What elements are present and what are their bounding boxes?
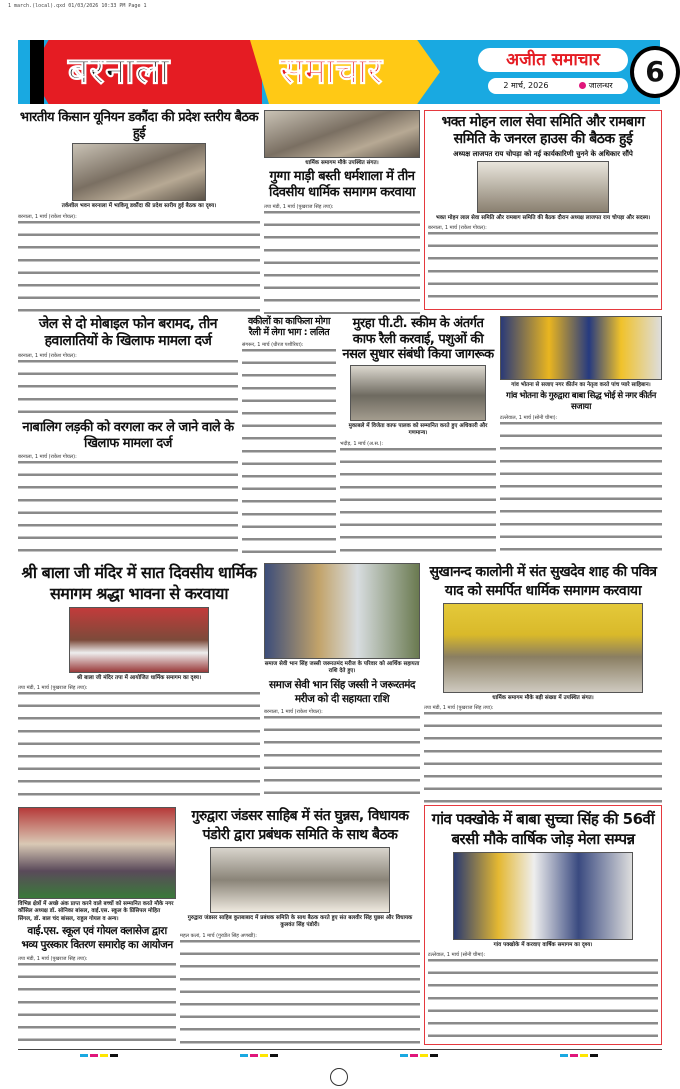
headline: जेल से दो मोबाइल फोन बरामद, तीन हवालातियों के खिलाफ मामला दर्ज (38, 316, 218, 349)
photo-caption: गुरुद्वारा जंडसर साहिब कुतबाबाद में प्रबंधक समिति के साथ बैठक करते हुए संत बलवीर सिंह घुन्नस और विधायक कुलवंत सिंह पंडोरी। (187, 914, 413, 929)
headline: वकीलों का काफिला मोगा रैली में लेगा भाग : ललित (247, 316, 330, 339)
headline: वाई.एस. स्कूल एवं गोयल क्लासेज द्वारा भव्य पुरस्कार वितरण समारोह का आयोजन (21, 925, 173, 951)
section-title-right: समाचार (280, 51, 383, 92)
color-registration-bar (560, 1054, 598, 1057)
dateline: भदौड़, 1 मार्च (अ.स.): (340, 440, 496, 448)
headline: गांव भोतना के गुरुद्वारा बाबा सिद्ध भोई से नगर कीर्तन सजाया (506, 391, 656, 412)
photo-caption: तर्कशील भवन बरनाला में भाकियू डकौंदा की प्रदेश स्तरीय हुई बैठक का दृश्य। (61, 203, 217, 210)
dateline: टल्लेवाल, 1 मार्च (सोनी चीमा): (428, 951, 658, 959)
dateline: तपा मंडी, 1 मार्च (पुखराज सिंह तपा): (18, 684, 260, 692)
dateline: टल्लेवाल, 1 मार्च (सोनी चीमा): (500, 414, 662, 422)
section-title-left: बरनाला (68, 51, 171, 92)
story-ys-school (18, 807, 176, 1045)
brand-name: अजीत समाचार (478, 48, 628, 72)
headline: गुरुद्वारा जंडसर साहिब में संत घुन्नस, विधायक पंडोरी द्वारा प्रबंधक समिति के साथ बैठक (191, 808, 409, 843)
photo-caption: गांव भोतना से सजाए नगर कीर्तन का नेतृत्व करते पांच प्यारे साहिबान। (511, 382, 651, 388)
registration-mark-icon (330, 1068, 348, 1086)
masthead (18, 40, 665, 104)
dateline: तपा मंडी, 1 मार्च (पुखराज सिंह तपा): (264, 203, 420, 211)
story-pakkhoke (424, 805, 662, 1045)
story-sukhanand (424, 563, 662, 803)
headline: भारतीय किसान यूनियन डकौंदा की प्रदेश स्तरीय बैठक हुई (19, 110, 259, 141)
photo (443, 603, 643, 693)
story-jail (18, 316, 238, 418)
headline: मुरहा पी.टी. स्कीम के अंतर्गत काफ रैली करवाई, पशुओं की नसल सुधार संबंधी किया जागरूक (342, 316, 494, 363)
edition-city: जालन्धर (588, 81, 613, 90)
photo (210, 847, 390, 913)
headline: सुखानन्द कालोनी में संत सुखदेव शाह की पवित्र याद को समर्पित धार्मिक समागम करवाया (429, 564, 657, 599)
print-slug: 1 march.(local).qxd 01/03/2026 10:33 PM Page 1 (8, 3, 147, 9)
story-vakil (242, 316, 336, 560)
color-registration-bar (80, 1054, 118, 1057)
color-registration-bar (240, 1054, 278, 1057)
dateline: बरनाला, 1 मार्च (राकेश गोयल): (428, 224, 658, 232)
headline: गुग्गा माड़ी बस्ती धर्मशाला में तीन दिवसीय धार्मिक समागम करवाया (268, 169, 416, 201)
dot-icon (579, 82, 586, 89)
headline: भक्त मोहन लाल सेवा समिति और रामबाग समिति के जनरल हाउस की बैठक हुई (441, 114, 645, 147)
photo-caption: समाज सेवी भान सिंह जस्सी जरूरतमंद मरीज के परिवार को आर्थिक सहायता राशि देते हुए। (264, 661, 420, 675)
edition-date: 2 मार्च, 2026 (503, 81, 549, 90)
photo-caption: मुकाबले में विजेता काफ पालक को सम्मानित करते हुए अधिकारी और गणमान्य। (348, 422, 488, 437)
story-bku (18, 110, 260, 314)
photo-caption: धार्मिक समागम मौके उपस्थित संगत। (305, 160, 379, 166)
subheadline: अध्यक्ष लाजपत राय चोपड़ा को नई कार्यकारिणी चुनने के अधिकार सौंपे (453, 149, 633, 158)
color-registration-bar (400, 1054, 438, 1057)
story-murha (340, 316, 496, 560)
photo-caption: भक्त मोहन लाल सेवा समिति और रामबाग समिति की बैठक दौरान अध्यक्ष लाजपत राय चोपड़ा और सदस्य। (435, 214, 651, 221)
story-balaji (18, 563, 260, 803)
dateline: महल कलां, 1 मार्च (गुरप्रीत सिंह अणखी): (180, 932, 420, 940)
headline: समाज सेवी भान सिंह जस्सी ने जरूरतमंद मरीज को दी सहायता राशि (268, 678, 415, 706)
story-jandsar (180, 807, 420, 1045)
story-jassi (264, 563, 420, 803)
footer-rule (18, 1049, 662, 1050)
headline: नाबालिग लड़की को वरगला कर ले जाने वाले के खिलाफ मामला दर्ज (22, 420, 234, 451)
photo (69, 607, 209, 673)
page-number: 6 (630, 46, 680, 98)
photo (477, 161, 609, 213)
story-gugga (264, 110, 420, 314)
headline: गांव पक्खोके में बाबा सुच्चा सिंह की 56वीं बरसी मौके वार्षिक जोड़ मेला सम्पन्न (431, 810, 655, 849)
photo (264, 110, 420, 158)
story-bhagat (424, 110, 662, 310)
photo-caption: श्री बाला जी मंदिर तपा में आयोजित धार्मिक समागम का दृश्य। (76, 674, 202, 681)
edition-info (488, 78, 628, 94)
story-nagar-kirtan (500, 316, 662, 560)
photo-caption: विभिन्न क्षेत्रों में अच्छे अंक प्राप्त करने वाले बच्चों को सम्मानित करते मौके नगर कौंसिल अध्यक्ष डॉ. सोनिका बांसल, वाई.एस. स्कूल के प्रिंसिपल मोहित सिंगल, डॉ. बाल चंद बांसल, राहुल गोयल व अन्य। (18, 901, 174, 922)
photo (453, 852, 633, 940)
photo-caption: धार्मिक समागम मौके बड़ी संख्या में उपस्थित संगत। (492, 694, 594, 701)
photo (264, 563, 420, 659)
photo-caption: गांव पक्खोके में करवाए वार्षिक समागम का दृश्य। (493, 941, 593, 948)
photo (72, 143, 206, 201)
photo (350, 365, 486, 421)
dateline: संगरूर, 1 मार्च (धीरज पशौरिया): (242, 341, 336, 349)
photo (18, 807, 176, 899)
dateline: तपा मंडी, 1 मार्च (पुखराज सिंह तपा): (18, 955, 176, 963)
photo (500, 316, 662, 380)
dateline: बरनाला, 1 मार्च (राकेश गोयल): (264, 708, 420, 716)
dateline: बरनाला, 1 मार्च (राकेश गोयल): (18, 352, 238, 360)
dateline: बरनाला, 1 मार्च (राकेश गोयल): (18, 213, 260, 221)
dateline: बरनाला, 1 मार्च (राकेश गोयल): (18, 453, 238, 461)
headline: श्री बाला जी मंदिर में सात दिवसीय धार्मिक समागम श्रद्धा भावना से करवाया (21, 563, 257, 603)
story-nabalig (18, 420, 238, 560)
dateline: तपा मंडी, 1 मार्च (पुखराज सिंह तपा): (424, 704, 662, 712)
